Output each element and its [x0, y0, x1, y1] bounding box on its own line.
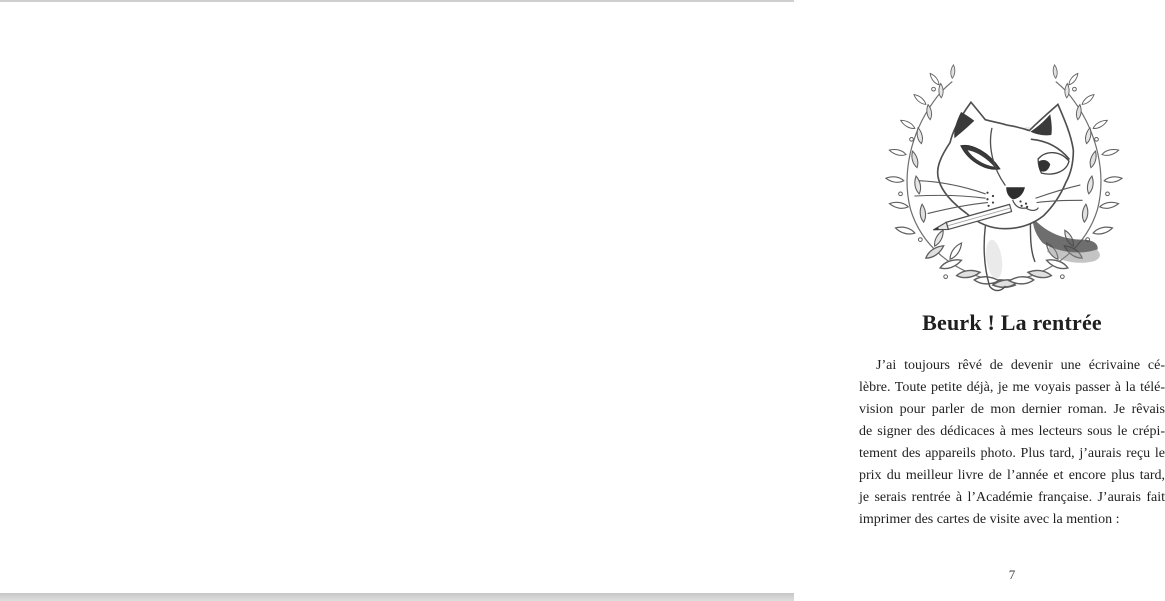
paragraph-line: prix du meilleur livre de l’année et encore plus tard, — [859, 468, 1165, 483]
paragraph-line: de signer des dédicaces à mes lecteurs sous le crépi- — [859, 424, 1165, 439]
paragraph-line: tement des appareils photo. Plus tard, j’aurais reçu le — [859, 446, 1165, 461]
chapter-paragraph — [859, 355, 1165, 531]
paragraph-line: je serais rentrée à l’Académie française. J’aurais fait — [859, 490, 1165, 505]
cat-with-pencil-wreath-illustration — [884, 63, 1124, 305]
paragraph-line: imprimer des cartes de visite avec la mention : — [859, 512, 1120, 527]
paragraph-line: lèbre. Toute petite déjà, je me voyais passer à la télé- — [859, 380, 1165, 395]
page-number: 7 — [1008, 567, 1016, 582]
window-bottom-edge — [0, 593, 794, 601]
book-spread — [0, 2, 1165, 593]
chapter-title: Beurk ! La rentrée — [922, 310, 1102, 335]
paragraph-line: J’ai toujours rêvé de devenir une écrivaine cé- — [876, 358, 1165, 373]
paragraph-line: vision pour parler de mon dernier roman. Je rêvais — [859, 402, 1165, 417]
right-page — [417, 2, 1165, 593]
left-page-blank — [0, 2, 417, 593]
